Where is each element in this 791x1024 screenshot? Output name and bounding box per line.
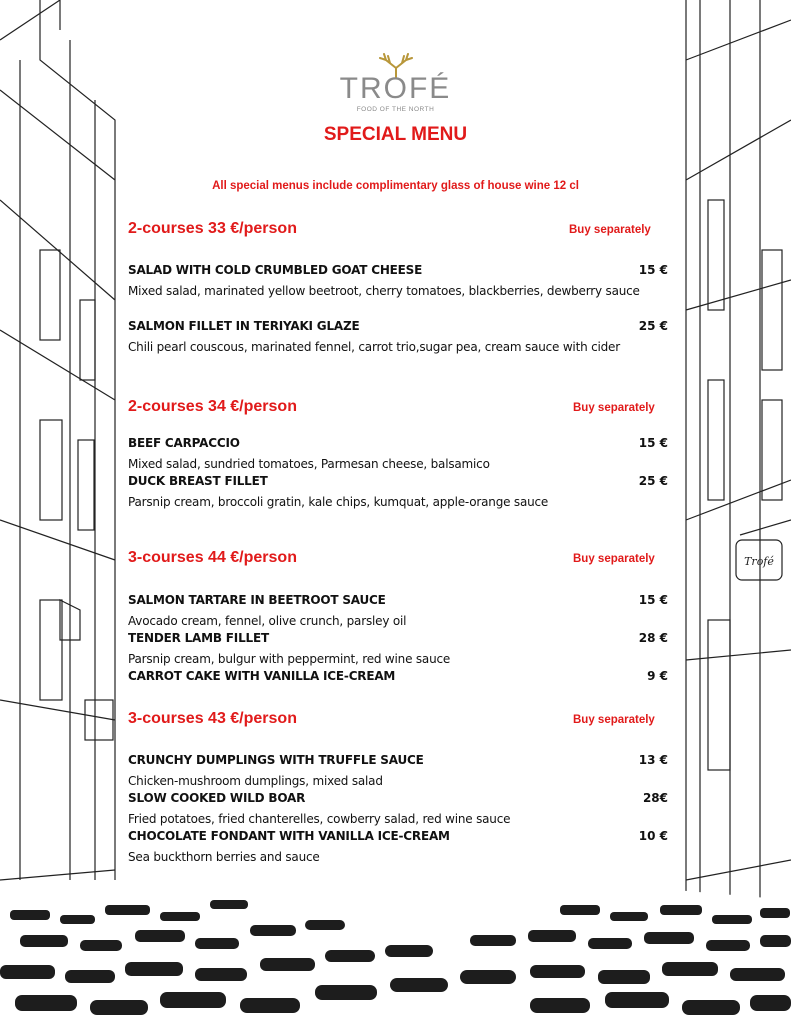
- dish-price: 15 €: [638, 436, 668, 450]
- dish-price: 28€: [642, 791, 668, 805]
- dish-price: 10 €: [638, 829, 668, 843]
- dish-price: 13 €: [638, 753, 668, 767]
- dish-name: CARROT CAKE WITH VANILLA ICE-CREAM: [128, 669, 396, 683]
- menu-section-header: [128, 220, 668, 242]
- dish-name: SLOW COOKED WILD BOAR: [128, 791, 306, 805]
- dish-price: 25 €: [638, 474, 668, 488]
- buy-separately-label: Buy separately: [573, 402, 655, 414]
- dish-price: 28 €: [638, 631, 668, 645]
- dish-name: DUCK BREAST FILLET: [128, 474, 268, 488]
- brand-name: TROFÉ: [339, 72, 452, 105]
- dish-name: SALAD WITH COLD CRUMBLED GOAT CHEESE: [128, 263, 423, 277]
- hanging-sign-text: Trofé: [744, 555, 774, 568]
- wine-notice: All special menus include complimentary glass of house wine 12 cl: [212, 180, 579, 192]
- buy-separately-label: Buy separately: [569, 224, 651, 236]
- dish-price: 9 €: [647, 669, 668, 683]
- section-title: 2-courses 34 €/person: [128, 398, 297, 415]
- dish-description: Parsnip cream, bulgur with peppermint, red wine sauce: [128, 652, 451, 666]
- dish-description: Avocado cream, fennel, olive crunch, parsley oil: [128, 614, 407, 628]
- brand-tagline: FOOD OF THE NORTH: [356, 106, 435, 113]
- section-title: 2-courses 33 €/person: [128, 220, 297, 237]
- menu-section-header: [128, 549, 668, 571]
- dish-price: 25 €: [638, 319, 668, 333]
- dish-name: TENDER LAMB FILLET: [128, 631, 269, 645]
- buy-separately-label: Buy separately: [573, 553, 655, 565]
- dish-description: Chicken-mushroom dumplings, mixed salad: [128, 774, 383, 788]
- dish-description: Chili pearl couscous, marinated fennel, carrot trio,sugar pea, cream sauce with cider: [128, 340, 620, 354]
- menu-section-header: [128, 710, 668, 732]
- dish-description: Fried potatoes, fried chanterelles, cowberry salad, red wine sauce: [128, 812, 511, 826]
- section-title: 3-courses 44 €/person: [128, 549, 297, 566]
- dish-name: BEEF CARPACCIO: [128, 436, 240, 450]
- dish-description: Sea buckthorn berries and sauce: [128, 850, 320, 864]
- buy-separately-label: Buy separately: [573, 714, 655, 726]
- dish-name: SALMON TARTARE IN BEETROOT SAUCE: [128, 593, 386, 607]
- dish-price: 15 €: [638, 263, 668, 277]
- section-title: 3-courses 43 €/person: [128, 710, 297, 727]
- menu-section-header: [128, 398, 668, 420]
- dish-price: 15 €: [638, 593, 668, 607]
- dish-description: Mixed salad, sundried tomatoes, Parmesan cheese, balsamico: [128, 457, 490, 471]
- dish-name: SALMON FILLET IN TERIYAKI GLAZE: [128, 319, 360, 333]
- brand-logo: [0, 52, 791, 113]
- dish-name: CHOCOLATE FONDANT WITH VANILLA ICE-CREAM: [128, 829, 450, 843]
- page-title: SPECIAL MENU: [323, 124, 468, 145]
- dish-description: Mixed salad, marinated yellow beetroot, cherry tomatoes, blackberries, dewberry sauce: [128, 284, 640, 298]
- dish-name: CRUNCHY DUMPLINGS WITH TRUFFLE SAUCE: [128, 753, 424, 767]
- dish-description: Parsnip cream, broccoli gratin, kale chips, kumquat, apple-orange sauce: [128, 495, 549, 509]
